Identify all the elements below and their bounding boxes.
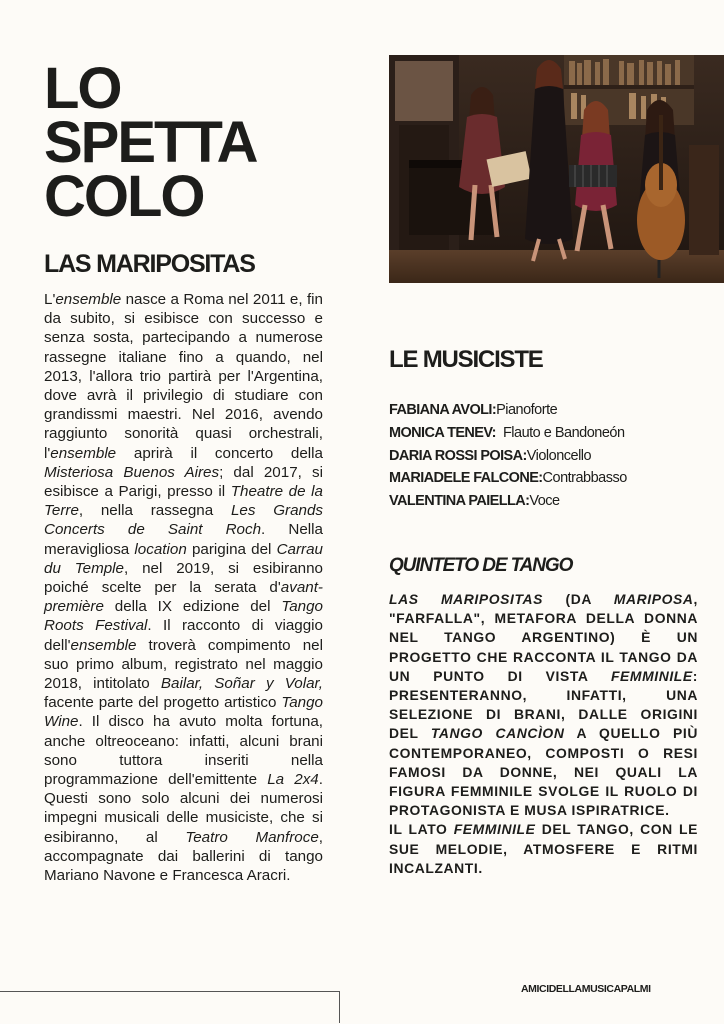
text-run: , "FARFALLA", METAFORA DELLA DONNA NEL TANGO ARGENTINO) È UN PROGETTO CHE RACCONTA IL TANGO DA UN PUNTO DI VISTA xyxy=(389,591,698,684)
text-run: nasce a Roma nel 2011 e, fin da subito, si esibisce con successo e senza sosta, partecipando a numerose rassegne italiane fino a quando, nel 2013, l'allora trio partirà per l'Argentina, dove avrà il privilegio di studiare con grandissmi maestri. Nel 2016, avendo raggiunto sonorità quasi orchestrali, l' xyxy=(44,291,323,462)
musician-item xyxy=(389,399,719,422)
musician-role: Pianoforte xyxy=(496,402,558,418)
ensemble-bio xyxy=(44,290,323,885)
text-run: troverà compimento nel suo primo album, registrato nel maggio 2018, intitolato xyxy=(44,636,323,693)
musicians-list xyxy=(389,399,719,513)
text-run: . Il disco ha avuto molta fortuna, anche oltreoceano: infatti, alcuni brani sono tuttora inseriti nella programmazione dell'emittente xyxy=(44,713,323,789)
musician-item xyxy=(389,467,719,490)
italic-run: Teatro Manfroce xyxy=(185,828,319,846)
ensemble-photo xyxy=(389,55,724,283)
italic-run: La 2x4 xyxy=(267,771,319,789)
musician-name: MONICA TENEV: xyxy=(389,424,496,441)
italic-run: Bailar, Soñar y Volar, xyxy=(160,675,323,693)
italic-run: LAS MARIPOSITAS xyxy=(389,591,544,607)
italic-run: ensemble xyxy=(55,291,122,308)
title-line: COLO xyxy=(44,164,204,229)
italic-run: Misteriosa Buenos Aires xyxy=(44,463,220,481)
ensemble-title: LAS MARIPOSITAS xyxy=(44,250,255,278)
text-run: . Questi sono solo alcuni dei numerosi impegni musicali delle musiciste, che si esibiranno, al xyxy=(44,771,323,846)
italic-run: Les Grands Concerts de Saint Roch xyxy=(44,502,323,539)
text-run: DEL TANGO, CON LE SUE MELODIE, ATMOSFERE E RITMI INCALZANTI. xyxy=(389,821,698,876)
italic-run: Tango Roots Festival xyxy=(44,598,323,635)
text-run: della IX edizione del xyxy=(103,598,282,616)
musician-name: MARIADELE FALCONE: xyxy=(389,470,543,487)
musician-item xyxy=(389,445,719,468)
text-run: aprirà il concerto della xyxy=(116,444,323,462)
musician-item xyxy=(389,490,719,513)
footer-divider xyxy=(0,991,340,1023)
musician-role: Voce xyxy=(529,493,560,510)
musician-name: FABIANA AVOLI: xyxy=(389,402,497,418)
text-run: , nel 2019, si esibiranno poiché scelte per la serata d' xyxy=(44,559,323,597)
musician-item xyxy=(389,422,719,445)
italic-run: ensemble xyxy=(70,636,137,654)
title-line: SPETTA xyxy=(44,110,257,175)
musician-name: VALENTINA PAIELLA: xyxy=(389,493,530,510)
musicians-title: LE MUSICISTE xyxy=(389,346,543,373)
italic-run: Theatre de la Terre xyxy=(44,483,324,520)
text-run: ; dal 2017, si esibisce a Parigi, presso il xyxy=(44,463,323,501)
footer-site-name: AMICIDELLAMUSICAPALMI xyxy=(521,983,651,995)
title-line: LO xyxy=(44,56,121,121)
italic-run: FEMMINILE xyxy=(610,667,693,684)
quinteto-description xyxy=(389,590,698,878)
italic-run: FEMMINILE xyxy=(453,821,536,838)
italic-run: TANGO CANCÌON xyxy=(430,725,565,742)
text-run: A QUELLO PIÙ CONTEMPORANEO, COMPOSTI O RESI FAMOSI DA DONNE, NEI QUALI LA FIGURA FEMMINILE SVOLGE IL RUOLO DI PROTAGONISTA E MUSA ISPIRATRICE. xyxy=(389,725,698,819)
italic-run: avant-première xyxy=(44,579,323,616)
text-run: , nella rassegna xyxy=(78,502,231,520)
page-title xyxy=(44,56,257,229)
text-run: facente parte del progetto artistico xyxy=(44,694,282,712)
text-run: : PRESENTERANNO, INFATTI, UNA SELEZIONE DI BRANI, DALLE ORIGINI DEL xyxy=(389,667,698,742)
text-run: parigina del xyxy=(186,540,277,558)
italic-run: MARIPOSA xyxy=(613,591,694,607)
italic-run: Carrau du Temple xyxy=(44,540,323,577)
musician-role: Contrabbasso xyxy=(542,470,627,487)
text-run: . Il racconto di viaggio dell' xyxy=(44,617,323,654)
musician-name: DARIA ROSSI POISA: xyxy=(389,447,527,464)
quinteto-title: QUINTETO DE TANGO xyxy=(389,555,573,576)
text-run: L' xyxy=(44,291,56,308)
text-run: . Nella meravigliosa xyxy=(44,521,323,558)
ensemble-photo-image xyxy=(389,55,724,283)
musician-role: Violoncello xyxy=(526,447,592,464)
italic-run: Tango Wine xyxy=(44,694,323,731)
musician-role: Flauto e Bandoneón xyxy=(502,424,625,441)
text-run: , accompagnate dai ballerini di tango Mariano Navone e Francesca Aracri. xyxy=(44,828,323,885)
italic-run: ensemble xyxy=(50,444,117,462)
text-run: (DA xyxy=(543,591,614,607)
italic-run: location xyxy=(134,540,187,558)
text-run: IL LATO xyxy=(389,821,454,838)
